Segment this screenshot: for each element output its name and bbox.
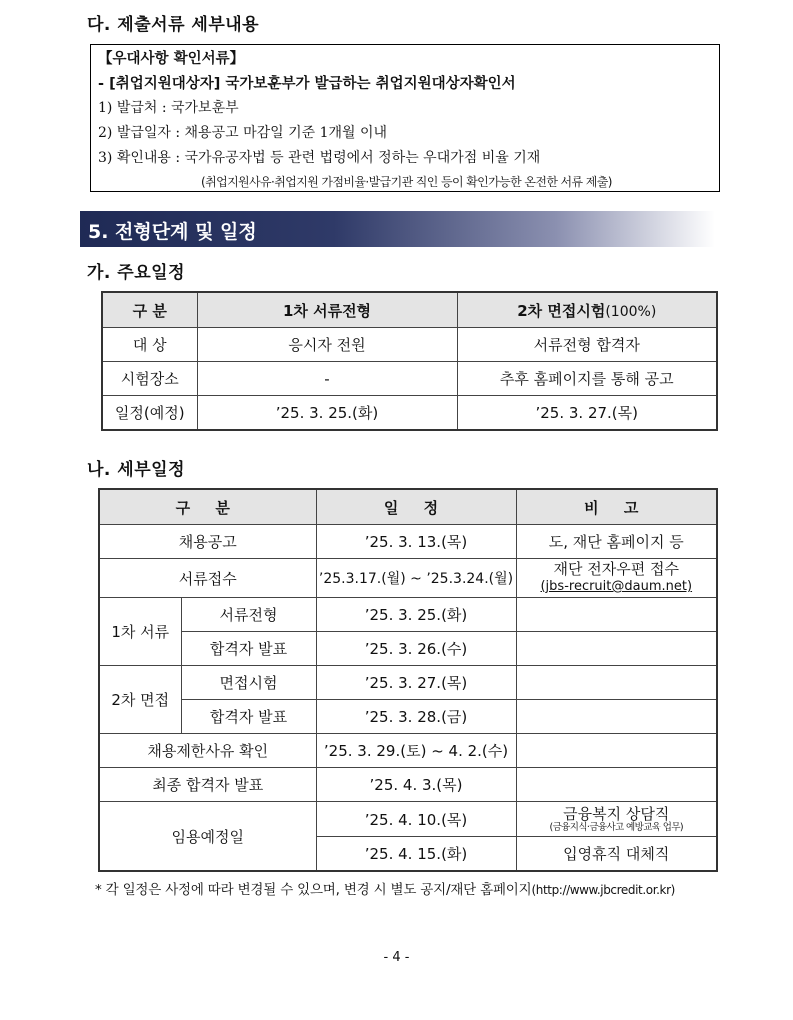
cell-label: 일정(예정) xyxy=(102,396,197,431)
homepage-url-link[interactable]: (http://www.jbcredit.or.kr) xyxy=(531,883,675,897)
table-row xyxy=(99,666,717,700)
cell-stage1: ’25. 3. 25.(화) xyxy=(197,396,457,431)
schedule-change-note xyxy=(95,878,675,898)
table-header-row xyxy=(99,489,717,525)
box-item: - [취업지원대상자] 국가보훈부가 발급하는 취업지원대상자확인서 xyxy=(98,76,516,92)
cell-label: 임용예정일 xyxy=(99,802,316,872)
table-row xyxy=(102,328,717,362)
cell-stage1: - xyxy=(197,362,457,396)
cell-sublabel: 면접시험 xyxy=(181,666,316,700)
cell-remarks xyxy=(516,802,717,837)
cell-date: ’25. 3. 29.(토) ~ 4. 2.(수) xyxy=(316,734,516,768)
cell-date: ’25. 3. 26.(수) xyxy=(316,632,516,666)
header-stage2 xyxy=(457,292,717,328)
page-number: - 4 - xyxy=(383,950,410,965)
table-row xyxy=(99,734,717,768)
cell-label: 최종 합격자 발표 xyxy=(99,768,316,802)
schedule-change-text: * 각 일정은 사정에 따라 변경될 수 있으며, 변경 시 별도 공지/재단 홈페이지 xyxy=(95,882,532,898)
table-row xyxy=(99,768,717,802)
cell-date: ’25. 3. 13.(목) xyxy=(316,525,516,559)
cell-remarks: 입영휴직 대체직 xyxy=(516,837,717,872)
header-category: 구 분 xyxy=(99,489,316,525)
cell-remarks xyxy=(516,632,717,666)
cell-stage2: 추후 홈페이지를 통해 공고 xyxy=(457,362,717,396)
cell-sublabel: 합격자 발표 xyxy=(181,700,316,734)
table-row xyxy=(99,525,717,559)
cell-sublabel: 합격자 발표 xyxy=(181,632,316,666)
cell-remarks xyxy=(516,700,717,734)
cell-date: ’25. 4. 10.(목) xyxy=(316,802,516,837)
cell-remarks: 도, 재단 홈페이지 등 xyxy=(516,525,717,559)
table-row xyxy=(99,700,717,734)
box-line-issue-date: 2) 발급일자 : 채용공고 마감일 기준 1개월 이내 xyxy=(98,125,388,141)
section-title-main-schedule: 가. 주요일정 xyxy=(87,263,185,283)
preferential-docs-box xyxy=(90,44,720,192)
cell-date: ’25. 3. 25.(화) xyxy=(316,598,516,632)
remarks-position-counsel: 금융복지 상담직 xyxy=(563,804,670,823)
table-row xyxy=(102,362,717,396)
table-header-row xyxy=(102,292,717,328)
table-row xyxy=(99,598,717,632)
cell-remarks xyxy=(516,666,717,700)
header-schedule: 일 정 xyxy=(316,489,516,525)
table-row xyxy=(99,632,717,666)
header-stage2-weight: (100%) xyxy=(605,303,657,320)
cell-sublabel: 서류전형 xyxy=(181,598,316,632)
cell-date: ’25. 4. 3.(목) xyxy=(316,768,516,802)
cell-stage2: ’25. 3. 27.(목) xyxy=(457,396,717,431)
box-note: (취업지원사유·취업지원 가점비율·발급기관 직인 등이 확인가능한 온전한 서류 제출) xyxy=(201,175,612,189)
banner-title: 5. 전형단계 및 일정 xyxy=(88,221,257,243)
table-row xyxy=(99,802,717,837)
cell-stage1: 응시자 전원 xyxy=(197,328,457,362)
cell-remarks xyxy=(516,598,717,632)
cell-remarks xyxy=(516,559,717,598)
detail-schedule-table xyxy=(98,488,718,872)
box-line-content: 3) 확인내용 : 국가유공자법 등 관련 법령에서 정하는 우대가점 비율 기재 xyxy=(98,150,541,166)
recruit-email-link[interactable]: (jbs-recruit@daum.net) xyxy=(540,579,693,594)
cell-stage2: 서류전형 합격자 xyxy=(457,328,717,362)
cell-label: 대 상 xyxy=(102,328,197,362)
group-label-stage1: 1차 서류 xyxy=(99,598,181,666)
remarks-email-receipt: 재단 전자우편 접수 xyxy=(553,560,679,578)
cell-label: 채용공고 xyxy=(99,525,316,559)
cell-label: 서류접수 xyxy=(99,559,316,598)
header-category: 구 분 xyxy=(102,292,197,328)
section-title-detail-schedule: 나. 세부일정 xyxy=(87,460,185,480)
cell-date: ’25. 3. 27.(목) xyxy=(316,666,516,700)
cell-remarks xyxy=(516,734,717,768)
cell-date: ’25. 3. 28.(금) xyxy=(316,700,516,734)
section-banner xyxy=(80,211,715,247)
table-row xyxy=(102,396,717,431)
header-stage2-label: 2차 면접시험 xyxy=(517,301,606,320)
box-header: 【우대사항 확인서류】 xyxy=(98,51,245,67)
cell-date: ’25. 4. 15.(화) xyxy=(316,837,516,872)
remarks-position-counsel-sub: (금융지식·금융사고 예방교육 업무) xyxy=(549,821,684,833)
cell-label: 채용제한사유 확인 xyxy=(99,734,316,768)
main-schedule-table xyxy=(101,291,718,431)
cell-remarks xyxy=(516,768,717,802)
cell-date: ’25.3.17.(월) ~ ’25.3.24.(월) xyxy=(316,559,516,598)
header-remarks: 비 고 xyxy=(516,489,717,525)
cell-label: 시험장소 xyxy=(102,362,197,396)
table-row xyxy=(99,559,717,598)
group-label-stage2: 2차 면접 xyxy=(99,666,181,734)
box-line-issuer: 1) 발급처 : 국가보훈부 xyxy=(98,100,239,116)
section-title-documents: 다. 제출서류 세부내용 xyxy=(87,15,260,35)
header-stage1: 1차 서류전형 xyxy=(197,292,457,328)
